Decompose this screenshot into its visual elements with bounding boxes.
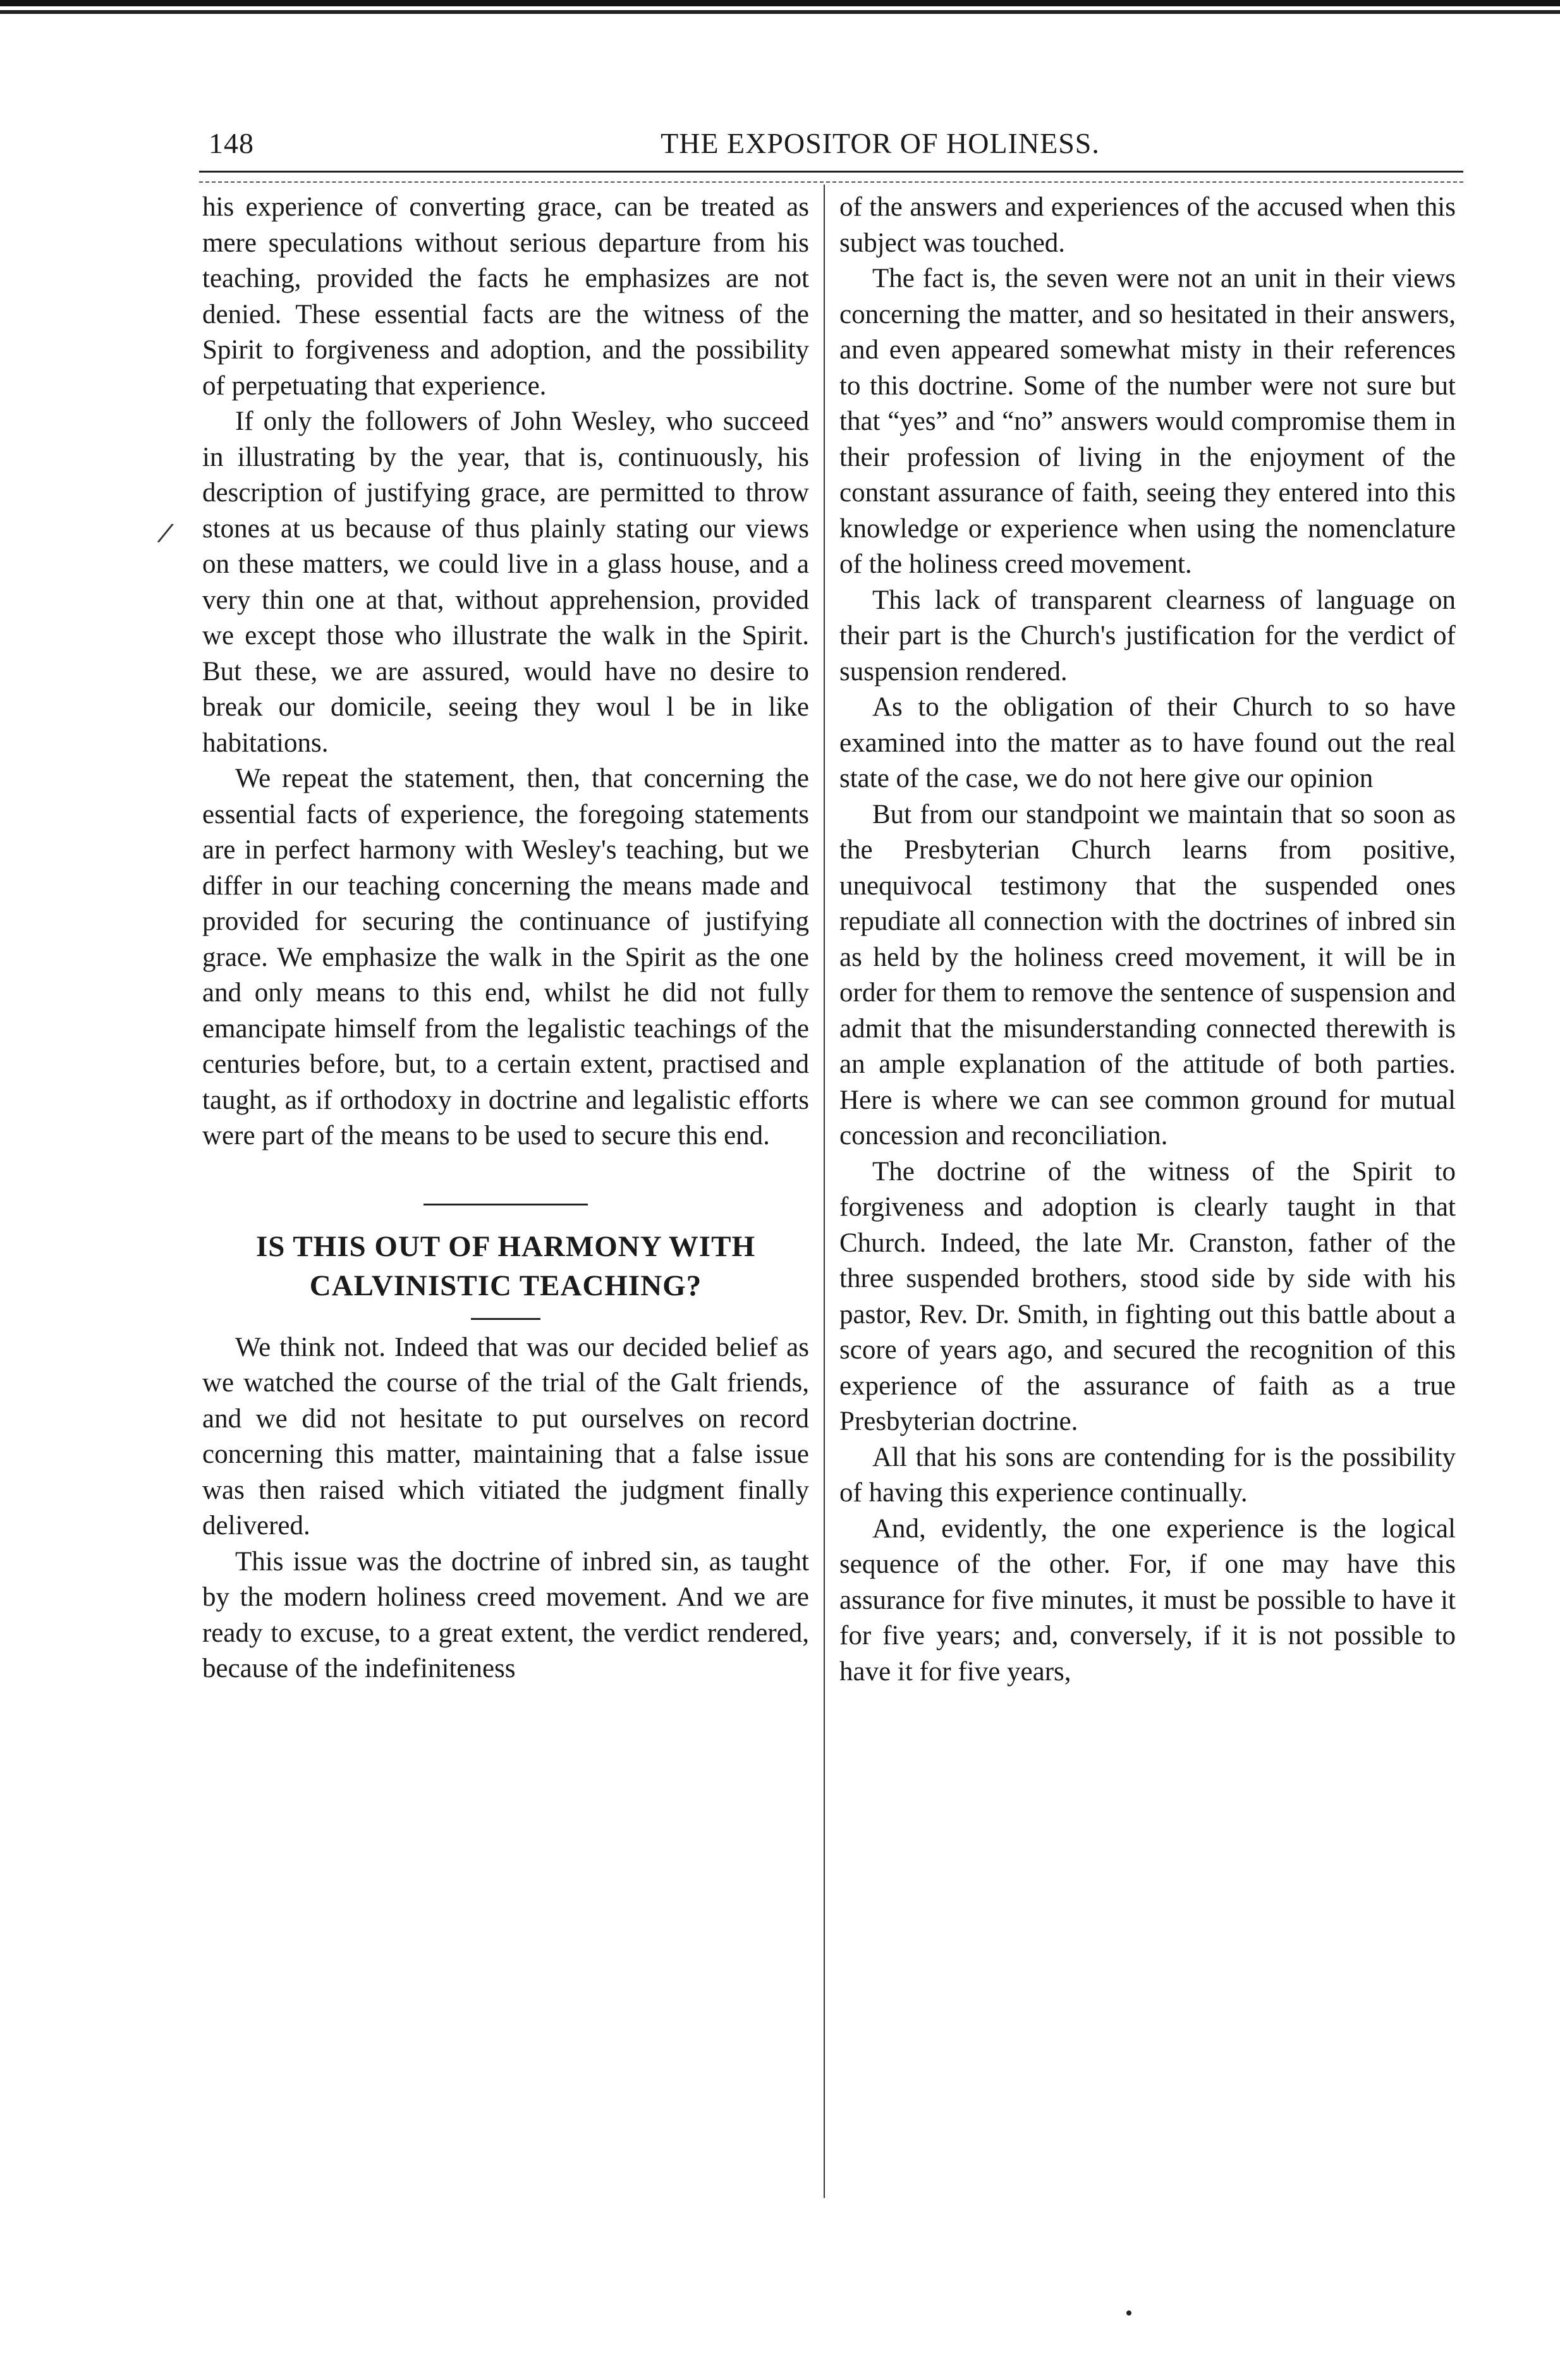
right-paragraph-1: of the answers and experiences of the accused when this subject was touched. <box>839 192 1456 258</box>
section-heading-line-2: CALVINISTIC TEACHING? <box>309 1269 702 1302</box>
section-paragraph-1: We think not. Indeed that was our decided belief as we watched the course of the trial of the Galt friends, and we did not hesitate to put ourselves on record concerning this matter, maintaining that a false issue was then raised which vitiated the judgment finally delivered. <box>202 1332 809 1541</box>
top-border-rule <box>0 0 1560 18</box>
right-paragraph-3: This lack of transparent clearness of language on their part is the Church's justification for the verdict of suspension rendered. <box>839 585 1456 687</box>
page-header <box>209 126 1463 164</box>
right-column <box>839 190 1456 1690</box>
section-heading <box>202 1227 809 1305</box>
margin-pencil-mark: / <box>158 518 173 548</box>
section-heading-line-1: IS THIS OUT OF HARMONY WITH <box>255 1230 756 1263</box>
heading-short-rule <box>471 1318 540 1320</box>
left-paragraph-3: We repeat the statement, then, that concerning the essential facts of experience, the foregoing statements are in perfect harmony with Wesley's teaching, but we differ in our teaching concerning the means made and provided for securing the continuance of justifying grace. We emphasize the walk in the Spirit as the one and only means to this end, whilst he did not fully emancipate himself from the legalistic teachings of the centuries before, but, to a certain extent, practised and taught, as if orthodoxy in doctrine and legalistic efforts were part of the means to be used to secure this end. <box>202 764 809 1150</box>
running-title: THE EXPOSITOR OF HOLINESS. <box>661 127 1100 159</box>
right-paragraph-7: All that his sons are contending for is the possibility of having this experience continually. <box>839 1442 1456 1508</box>
right-paragraph-8: And, evidently, the one experience is the logical sequence of the other. For, if one may have this assurance for five minutes, it must be possible to have it for five years; and, conversely, if it is not possible to have it for five years, <box>839 1513 1456 1687</box>
left-paragraph-1: his experience of converting grace, can be treated as mere speculations without serious departure from his teaching, provided the facts he emphasizes are not denied. These essential facts are the witness of the Spirit to forgiveness and adoption, and the possibility of perpetuating that experience. <box>202 192 809 401</box>
page-number: 148 <box>209 127 254 159</box>
left-paragraph-2: If only the followers of John Wesley, who succeed in illustrating by the year, that is, continuously, his description of justifying grace, are permitted to throw stones at us because of thus plainly stating our views on these matters, we could live in a glass house, and a very thin one at that, without apprehension, provided we except those who illustrate the walk in the Spirit. But these, we are assured, would have no desire to break our domicile, seeing they woul l be in like habitations. <box>202 406 809 758</box>
section-divider-rule <box>424 1204 588 1205</box>
section-paragraph-2: This issue was the doctrine of inbred sin, as taught by the modern holiness creed movement. And we are ready to excuse, to a great extent, the verdict rendered, because of the indefiniteness <box>202 1546 809 1683</box>
right-paragraph-6: The doctrine of the witness of the Spirit to forgiveness and adoption is clearly taught in that Church. Indeed, the late Mr. Cranston, father of the three suspended brothers, stood side by side with his pastor, Rev. Dr. Smith, in fighting out this battle about a score of years ago, and secured the recognition of this experience of the assurance of faith as a true Presbyterian doctrine. <box>839 1156 1456 1436</box>
right-paragraph-5: But from our standpoint we maintain that so soon as the Presbyterian Church learns from positive, unequivocal testimony that the suspended ones repudiate all connection with the doctrines of inbred sin as held by the holiness creed movement, it will be in order for them to remove the sentence of suspension and admit that the misunderstanding connected therewith is an ample explanation of the attitude of both parties. Here is where we can see common ground for mutual concession and reconciliation. <box>839 799 1456 1150</box>
left-column <box>202 190 809 1687</box>
right-paragraph-2: The fact is, the seven were not an unit in their views concerning the matter, and so hesitated in their answers, and even appeared somewhat misty in their references to this doctrine. Some of the number were not sure but that “yes” and “no” answers would compromise them in their profession of living in the enjoyment of the constant assurance of faith, seeing they entered into this knowledge or experience when using the nomenclature of the holiness creed movement. <box>839 264 1456 579</box>
stray-ink-dot <box>1126 2310 1131 2316</box>
header-rule <box>199 171 1463 183</box>
column-divider <box>824 185 825 2198</box>
right-paragraph-4: As to the obligation of their Church to so have examined into the matter as to have found out the real state of the case, we do not here give our opinion <box>839 692 1456 793</box>
